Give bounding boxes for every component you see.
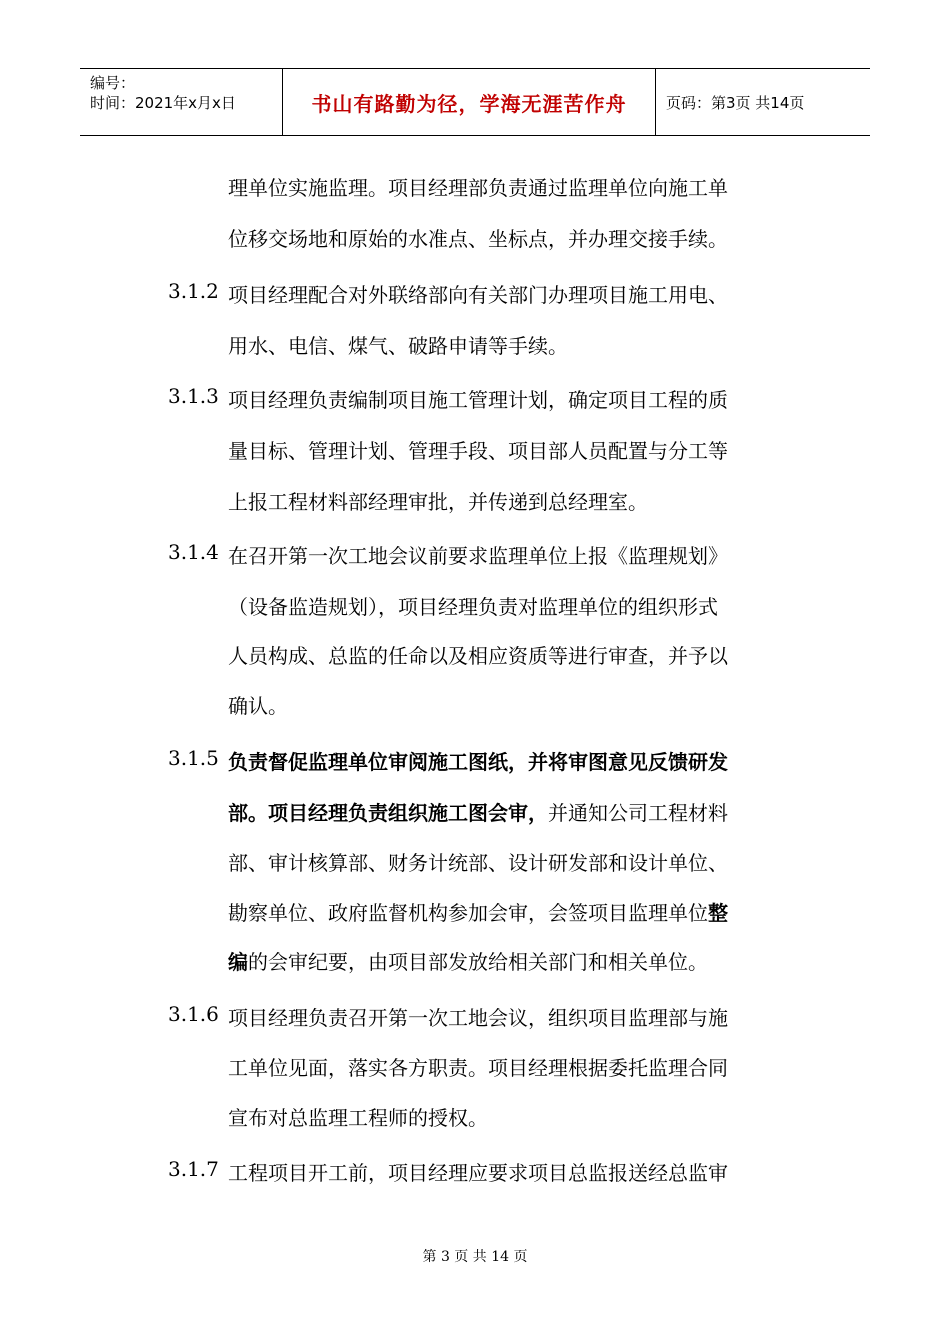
header-meta [80,69,283,135]
page-header [80,68,870,136]
paragraph-line-bold: 负责督促监理单位审阅施工图纸，并将审图意见反馈研发 [228,750,728,774]
item-number: 3.1.3 [168,384,219,408]
paragraph-line [228,946,818,975]
normal-text: 勘察单位、政府监督机构参加会审，会签项目监理单位 [228,901,708,925]
page-footer: 第 3 页 共 14 页 [422,1249,528,1265]
normal-text: 并通知公司工程材料 [548,801,728,825]
paragraph-line: （设备监造规划），项目经理负责对监理单位的组织形式 [228,595,718,619]
item-number: 3.1.2 [168,279,219,303]
paragraph-line: 项目经理负责召开第一次工地会议，组织项目监理部与施 [228,1006,728,1030]
paragraph-line: 量目标、管理计划、管理手段、项目部人员配置与分工等 [228,439,728,463]
item-number: 3.1.7 [168,1157,219,1181]
time-label: 时间：2021年x月x日 [90,94,236,112]
paragraph-line: 人员构成、总监的任命以及相应资质等进行审查，并予以 [228,644,728,668]
paragraph-line: 项目经理负责编制项目施工管理计划，确定项目工程的质 [228,388,728,412]
paragraph-line: 宣布对总监理工程师的授权。 [228,1106,488,1130]
paragraph-line: 确认。 [228,694,288,718]
paragraph-line: 位移交场地和原始的水准点、坐标点，并办理交接手续。 [228,227,728,251]
paragraph-line: 工程项目开工前，项目经理应要求项目总监报送经总监审 [228,1161,728,1185]
paragraph-line: 理单位实施监理。项目经理部负责通过监理单位向施工单 [228,176,728,200]
paragraph-line: 工单位见面，落实各方职责。项目经理根据委托监理合同 [228,1056,728,1080]
bold-text: 整 [708,901,728,925]
header-motto: 书山有路勤为径，学海无涯苦作舟 [283,69,656,135]
bold-text: 编 [228,950,248,974]
paragraph-line: 在召开第一次工地会议前要求监理单位上报《监理规划》 [228,544,728,568]
item-number: 3.1.5 [168,746,219,770]
item-number: 3.1.6 [168,1002,219,1026]
paragraph-line [228,897,818,926]
paragraph-line [228,797,818,826]
header-page-info: 页码：第3页 共14页 [666,93,805,112]
paragraph-line: 上报工程材料部经理审批，并传递到总经理室。 [228,490,648,514]
normal-text: 的会审纪要，由项目部发放给相关部门和相关单位。 [248,950,708,974]
bold-text: 部。项目经理负责组织施工图会审， [228,801,548,825]
paragraph-line: 用水、电信、煤气、破路申请等手续。 [228,334,568,358]
number-label: 编号： [90,74,136,92]
paragraph-line: 项目经理配合对外联络部向有关部门办理项目施工用电、 [228,283,728,307]
paragraph-line: 部、审计核算部、财务计统部、设计研发部和设计单位、 [228,851,728,875]
item-number: 3.1.4 [168,540,219,564]
